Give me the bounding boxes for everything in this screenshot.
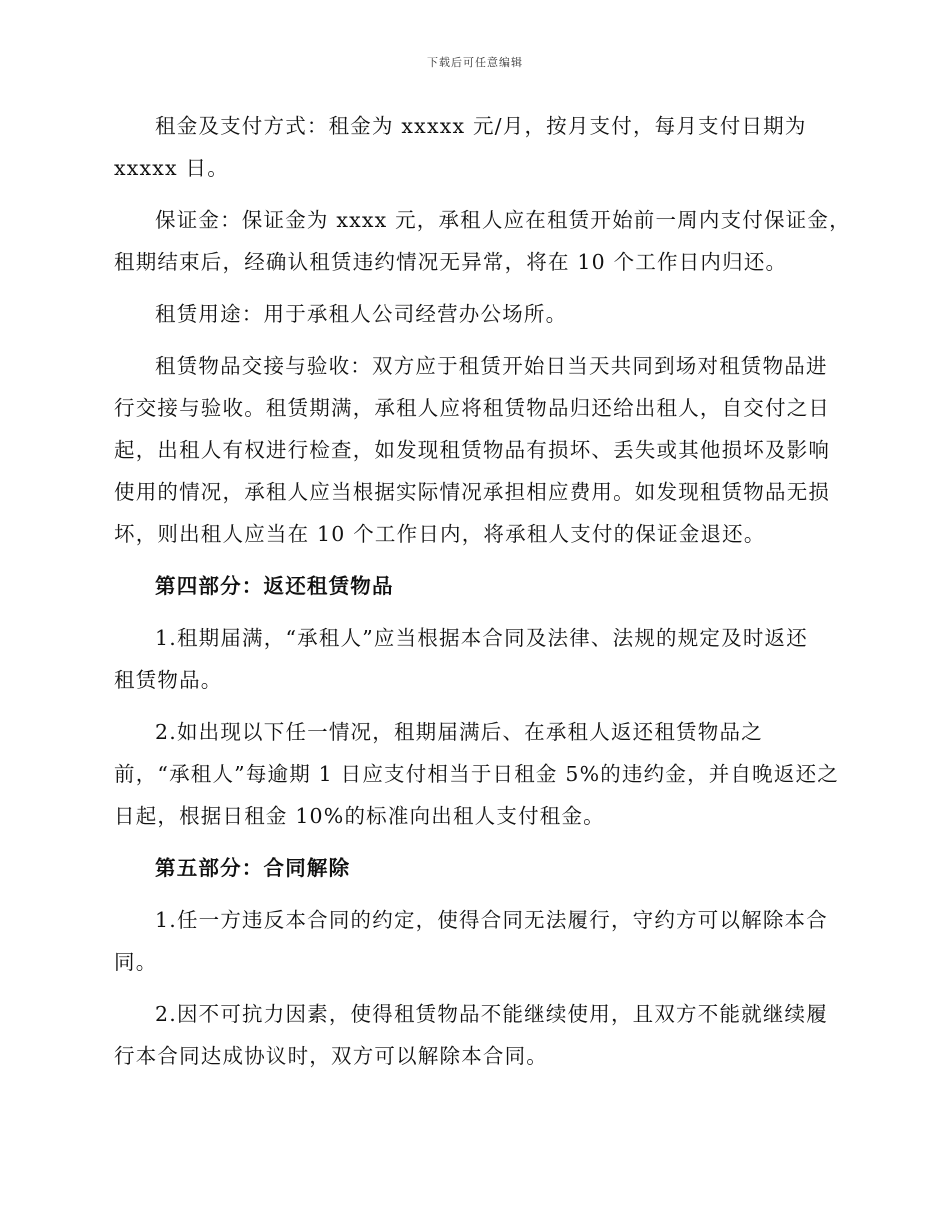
text-line: 1.任一方违反本合同的约定，使得合同无法履行，守约方可以解除本合 [155,908,828,932]
document-body [114,105,851,1087]
text-line: 租赁物品。 [114,668,223,692]
section-heading-return: 第四部分：返还租赁物品 [155,574,394,598]
paragraph-deposit [114,199,851,283]
text-line: 1.租期届满，“承租人”应当根据本合同及法律、法规的规定及时返还 [155,626,808,650]
text-line: 坏，则出租人应当在 10 个工作日内，将承租人支付的保证金退还。 [114,522,766,546]
clause-4-2 [114,711,839,837]
text-line: 日起，根据日租金 10%的标准向出租人支付租金。 [114,804,605,828]
text-line: 租赁物品交接与验收：双方应于租赁开始日当天共同到场对租赁物品进 [155,354,828,378]
clause-5-1 [114,899,836,983]
page-header: 下载后可任意编辑 [427,56,523,69]
paragraph-rent-payment [114,105,836,189]
text-line: 租赁用途：用于承租人公司经营办公场所。 [155,302,568,326]
clause-5-2 [114,993,836,1077]
paragraph-lease-purpose [114,293,836,335]
text-line: 使用的情况，承租人应当根据实际情况承担相应费用。如发现租赁物品无损 [114,480,831,504]
text-line: xxxxx 日。 [114,156,229,180]
text-line: 2.因不可抗力因素，使得租赁物品不能继续使用，且双方不能就继续履 [155,1002,828,1026]
section-heading-termination: 第五部分：合同解除 [155,856,351,880]
text-line: 前，“承租人”每逾期 1 日应支付相当于日租金 5%的违约金，并自晚返还之 [114,762,839,786]
text-line: 同。 [114,950,158,974]
text-line: 起，出租人有权进行检查，如发现租赁物品有损坏、丢失或其他损坏及影响 [114,438,831,462]
text-line: 2.如出现以下任一情况，租期届满后、在承租人返还租赁物品之 [155,720,763,744]
text-line: 保证金：保证金为 xxxx 元，承租人应在租赁开始前一周内支付保证金， [155,208,851,232]
text-line: 行交接与验收。租赁期满，承租人应将租赁物品归还给出租人，自交付之日 [114,396,831,420]
text-line: 租期结束后，经确认租赁违约情况无异常，将在 10 个工作日内归还。 [114,250,788,274]
text-line: 租金及支付方式：租金为 xxxxx 元/月，按月支付，每月支付日期为 [155,114,807,138]
paragraph-handover-inspection [114,345,836,555]
text-line: 行本合同达成协议时，双方可以解除本合同。 [114,1044,548,1068]
clause-4-1 [114,617,836,701]
